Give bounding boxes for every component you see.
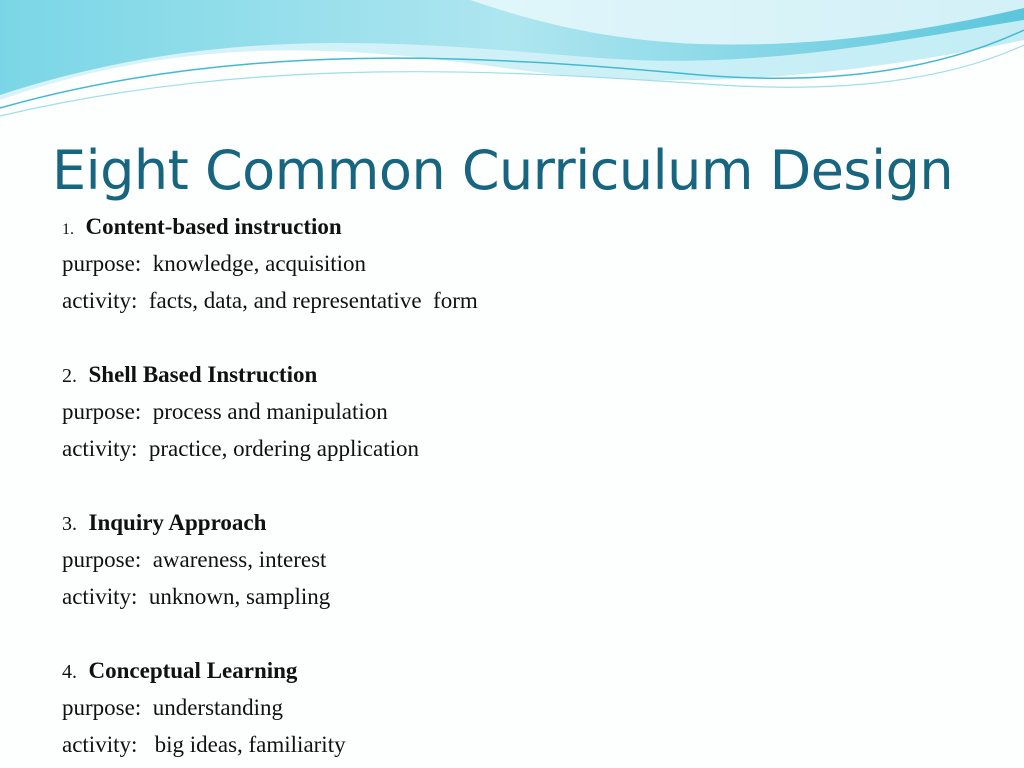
item-2-purpose: purpose: process and manipulation [62, 399, 388, 424]
item-number: 4. [62, 661, 77, 683]
item-1-purpose: purpose: knowledge, acquisition [62, 251, 367, 276]
spacer [62, 467, 1002, 504]
item-3-heading [62, 504, 1002, 541]
item-4-heading [62, 652, 1002, 689]
item-2-activity: activity: practice, ordering application [62, 436, 419, 461]
item-name: Conceptual Learning [88, 658, 298, 683]
item-1-activity: activity: facts, data, and representative form [62, 288, 478, 313]
item-4-activity: activity: big ideas, familiarity [62, 732, 346, 757]
item-number: 2. [62, 365, 77, 387]
slide-title: Eight Common Curriculum Design [52, 139, 954, 202]
item-number: 1. [62, 221, 74, 238]
item-name: Inquiry Approach [88, 510, 267, 535]
item-2-heading [62, 356, 1002, 393]
spacer [62, 615, 1002, 652]
item-1-heading [62, 208, 1002, 245]
item-3-purpose: purpose: awareness, interest [62, 547, 327, 572]
item-number: 3. [62, 513, 77, 535]
curriculum-list [62, 208, 1002, 763]
item-name: Content-based instruction [85, 214, 342, 239]
item-name: Shell Based Instruction [88, 362, 318, 387]
item-4-purpose: purpose: understanding [62, 695, 284, 720]
item-3-activity: activity: unknown, sampling [62, 584, 331, 609]
wave-banner-decoration [0, 0, 1024, 130]
spacer [62, 319, 1002, 356]
